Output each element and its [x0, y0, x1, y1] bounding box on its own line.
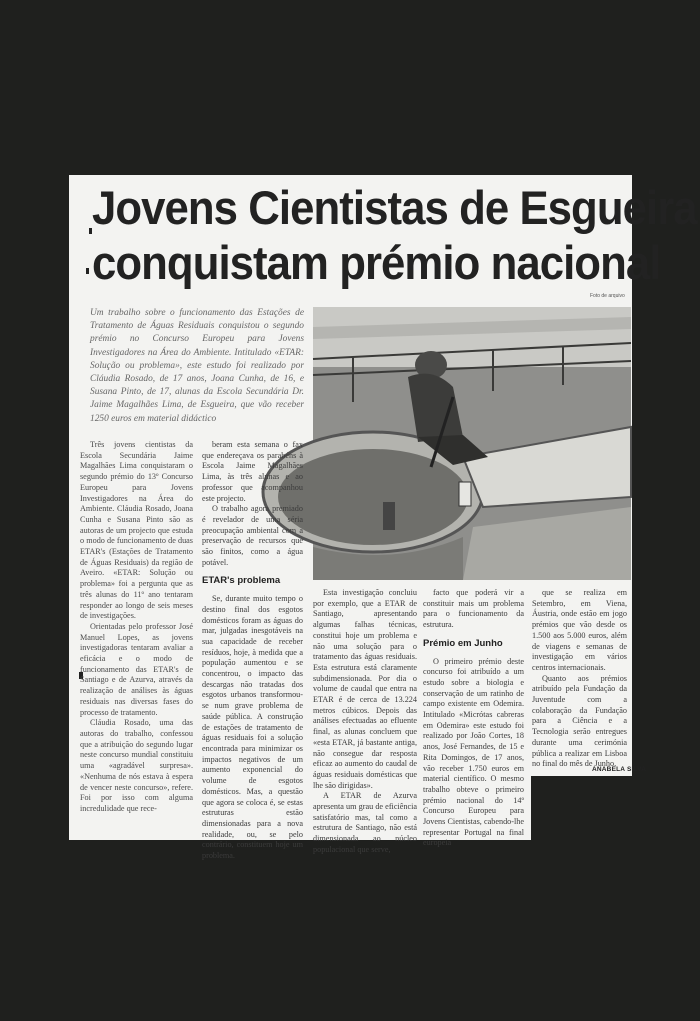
- paragraph: O primeiro prémio deste concurso foi atribuído a um estudo sobre a biologia e conservação de um ratinho de campo existente em Odemira. Intitulado «Micrótas cabreras em Odemira» este estudo foi realizado por João Cortes, 18 anos, José Fernandes, de 15 e Rita Domingos, de 17 anos, vão receber 1.750 euros em material científico. O mesmo trabalho obteve o primeiro prémio nacional do 14º Concurso Europeu para Jovens Cientistas, cabendo-lhe representar Portugal na final europeia: [423, 656, 524, 848]
- paragraph: Cláudia Rosado, uma das autoras do trabalho, confessou que a atribuição do segundo lugar neste concurso mundial constituiu uma «agradável surpresa». «Nenhuma de nós estava à espera de vencer neste concurso», refere. Foi por isso com alguma incredulidade que rece-: [80, 718, 193, 813]
- article-photo: [313, 307, 631, 580]
- byline: ANABELA SILVA: [592, 766, 647, 773]
- photo-credit: Foto de arquivo: [590, 293, 625, 299]
- article-column-4: [423, 588, 524, 848]
- subheading-etar-problema: ETAR's problema: [202, 575, 281, 587]
- paragraph: Três jovens cientistas da Escola Secundária Jaime Magalhães Lima conquistaram o segundo prémio do 13º Concurso Europeu para Jovens Investigadores na Área do Ambiente. Cláudia Rosado, Joana Cunha e Susana Pinto são as autoras de um projecto que estuda o modo de funcionamento de duas ETAR's (Estações de Tratamento de Águas Residuais) da região de Aveiro. «ETAR: Solução ou problema» foi a pergunta que as três alunas do 11º ano tentaram responder ao longo de seis meses de investigações.: [80, 440, 193, 621]
- article-column-5: [532, 588, 627, 769]
- paragraph: Esta investigação concluiu por exemplo, que a ETAR de Santiago, apresentando algumas falhas técnicas, constitui hoje um problema e não uma solução para o tratamento das águas residuais. Esta estrutura está claramente subdimensionada. Por dia o volume de caudal que entra na ETAR é de cerca de 13.224 metros cúbicos. Depois das análises efectuadas ao efluente final, as alunas concluem que «esta ETAR, já bastante antiga, não consegue dar resposta eficaz ao aumento do caudal de águas residuais domésticas que lhe são dirigidas».: [313, 588, 417, 790]
- paragraph: beram esta semana o fax que endereçava os parabéns à Escola Jaime Magalhães Lima, às três alunas e ao professor que acompanhou este projecto.: [202, 440, 303, 503]
- paragraph: A ETAR de Azurva apresenta um grau de eficiência satisfatório mas, tal como a estrutura de Santiago, não está dimensionada ao núcleo populacional que serve,: [313, 791, 417, 854]
- headline-line-1: Jovens Cientistas de Esgueira: [92, 181, 697, 234]
- headline-line-2: conquistam prémio nacional: [92, 236, 661, 289]
- paragraph: Se, durante muito tempo o destino final dos esgotos domésticos foram as águas do mar, julgadas inesgotáveis na sua capacidade de receber resíduos, hoje, à medida que a população aumentou e se concentrou, o impacto das descargas não tratadas dos esgotos urbanos transformou-se num grave problema de saúde pública. A construção de estações de tratamento de águas residuais foi a solução encontrada para minimizar os impactos negativos de um aumento exponencial do volume de esgotos domésticos. Mas, a questão que agora se coloca é, se estas estruturas estão dimensionadas para a nova realidade, ou, se pelo contrário, constituem hoje um problema.: [202, 594, 303, 861]
- article-column-1: [80, 440, 193, 838]
- subheading-premio-em-junho: Prémio em Junho: [423, 637, 503, 649]
- paragraph: Orientadas pelo professor José Manuel Lopes, as jovens investigadoras tentaram avaliar a eficácia e o modo de funcionamento das ETAR's de Santiago e de Azurva, através da realização de análises às águas residuais nas diversas fases do processo de tratamento.: [80, 621, 193, 717]
- scan-mark: [86, 268, 89, 274]
- article-column-3: [313, 588, 417, 854]
- paragraph: facto que poderá vir a constituir mais um problema para o funcionamento da estrutura.: [423, 588, 524, 630]
- lead-paragraph: Um trabalho sobre o funcionamento das Estações de Tratamento de Águas Residuais conquistou o segundo prémio no Concurso Europeu para Jovens Investigadores na Área do Ambiente. Intitulado «ETAR: Solução ou problema», este estudo foi realizado por Cláudia Rosado, de 17 anos, Joana Cunha, de 16, e Susana Pinto, de 17, alunas da Escola Secundária Dr. Jaime Magalhães Lima, de Esgueira, que vão receber 1250 euros em material didáctico: [90, 308, 304, 424]
- paragraph: O trabalho agora premiado é revelador de uma séria preocupação ambiental com a preservação de recursos que são finitos, como a água potável.: [202, 504, 303, 567]
- paragraph: que se realiza em Setembro, em Viena, Áustria, onde estão em jogo prémios que vão desde os 1.500 aos 5.000 euros, além de viagens e semanas de investigação em vários centros internacionais.: [532, 588, 627, 672]
- paragraph: Quanto aos prémios atribuído pela Fundação da Juventude com a colaboração da Fundação para a Ciência e a Tecnologia serão entregues durante uma cerimónia pública a realizar em Lisboa no final do mês de Junho.: [532, 673, 627, 769]
- article-column-2: [202, 440, 303, 861]
